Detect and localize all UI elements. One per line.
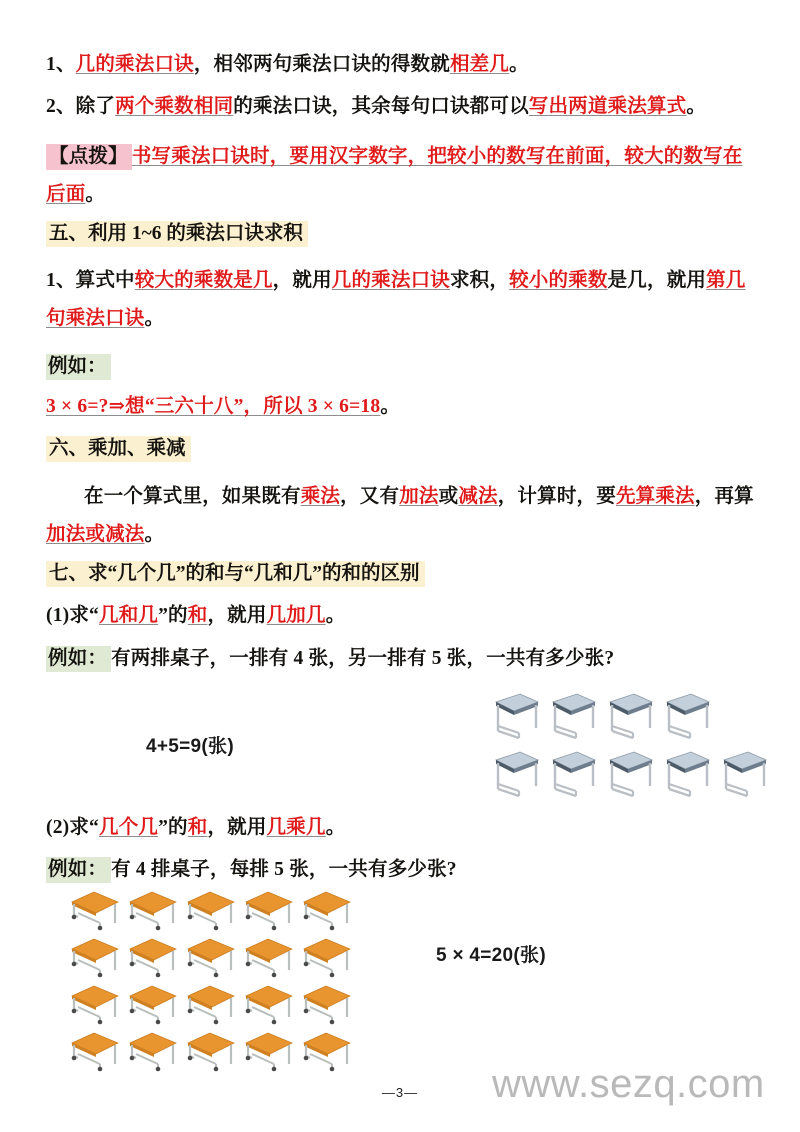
s5-example-label-text: 例如： <box>46 354 111 380</box>
desk-icon <box>657 746 714 798</box>
example-1-text: 有两排桌子，一排有 4 张，另一排有 5 张，一共有多少张? <box>111 648 615 669</box>
watermark: www.sezq.com <box>492 1062 765 1106</box>
orange-desk-row-3 <box>64 982 354 1027</box>
s5-example-formula-text: 3 × 6=?⇒想“三六十八”，所以 3 × 6=18 <box>46 396 381 417</box>
s5-rule-text-d: 求积， <box>449 270 510 291</box>
s6-text-a: 在一个算式里，如果既有 <box>84 486 301 507</box>
desk-icon <box>64 1029 122 1074</box>
desk-icon <box>238 888 296 933</box>
s5-rule-hl-a: 较大的乘数是几 <box>134 270 273 291</box>
s7-sub1-prefix: (1)求“ <box>46 605 99 626</box>
section-6-heading <box>46 434 191 464</box>
desk-icon <box>486 688 543 740</box>
paragraph-item-1 <box>46 50 758 80</box>
s6-hl-j: 加法或减法 <box>46 524 145 545</box>
section-5-heading <box>46 219 308 249</box>
s7-sub2-text-d: ，就用 <box>207 817 267 838</box>
desk-icon <box>180 888 238 933</box>
gray-desk-row-2 <box>486 746 771 798</box>
desk-icon <box>486 746 543 798</box>
s6-hl-b: 乘法 <box>300 486 341 507</box>
s5-rule-number: 1、算式中 <box>46 270 135 291</box>
item2-period: 。 <box>686 96 707 117</box>
item2-text-b: 的乘法口诀，其余每句口诀都可以 <box>233 96 529 117</box>
desk-icon <box>64 935 122 980</box>
orange-desk-row-2 <box>64 935 354 980</box>
desk-icon <box>238 1029 296 1074</box>
item1-number: 1、 <box>46 54 76 75</box>
s6-text-g: ，计算时，要 <box>497 486 616 507</box>
section-5-example-formula <box>46 392 758 422</box>
section-7-sub-1 <box>46 601 758 631</box>
section-5-heading-text: 五、利用 1~6 的乘法口诀求积 <box>46 221 308 247</box>
section-5-example-label <box>46 352 111 382</box>
s7-sub1-hl-c: 和 <box>187 605 208 626</box>
s7-sub1-period: 。 <box>325 605 346 626</box>
item1-highlight-c: 相差几 <box>449 54 510 75</box>
item1-text-b: ，相邻两句乘法口诀的得数就 <box>193 54 450 75</box>
s5-rule-text-f: 是几，就用 <box>607 270 707 291</box>
s7-sub1-text-d: ，就用 <box>207 605 267 626</box>
section-7-heading-text: 七、求“几个几”的和与“几和几”的和的区别 <box>46 561 425 587</box>
section-5-rule <box>46 262 758 338</box>
desk-icon <box>238 982 296 1027</box>
s5-rule-text-b: ，就用 <box>272 270 332 291</box>
item2-highlight-c: 写出两道乘法算式 <box>528 96 687 117</box>
s7-sub1-text-b: ”的 <box>158 605 188 626</box>
s5-rule-hl-e: 较小的乘数 <box>509 270 608 291</box>
orange-desk-illustration <box>64 888 354 1074</box>
example-2-answer: 5 × 4=20(张) <box>436 945 546 966</box>
s7-sub2-hl-e: 几乘几 <box>266 817 326 838</box>
tip-period: 。 <box>85 184 106 205</box>
example-1-label: 例如： <box>46 646 111 672</box>
desk-icon <box>600 688 657 740</box>
desk-icon <box>714 746 771 798</box>
s7-sub1-hl-a: 几和几 <box>99 605 159 626</box>
s6-hl-d: 加法 <box>399 486 439 507</box>
desk-icon <box>543 746 600 798</box>
s7-sub2-text-b: ”的 <box>158 817 188 838</box>
tip-label: 【点拨】 <box>46 144 132 170</box>
desk-icon <box>122 935 180 980</box>
s6-period: 。 <box>144 524 165 545</box>
section-7-heading <box>46 559 425 589</box>
s6-hl-h: 先算乘法 <box>615 486 695 507</box>
example-2-label: 例如： <box>46 857 111 883</box>
s7-sub2-prefix: (2)求“ <box>46 817 99 838</box>
gray-desk-illustration <box>486 688 771 798</box>
page-number: —3— <box>381 1085 419 1100</box>
s7-sub2-hl-c: 和 <box>187 817 208 838</box>
section-6-body <box>46 478 758 554</box>
desk-icon <box>296 1029 354 1074</box>
paragraph-item-2 <box>46 92 758 122</box>
s7-sub1-hl-e: 几加几 <box>266 605 326 626</box>
item1-highlight-a: 几的乘法口诀 <box>75 54 194 75</box>
section-6-heading-text: 六、乘加、乘减 <box>46 436 191 462</box>
desk-icon <box>122 1029 180 1074</box>
desk-icon <box>180 982 238 1027</box>
desk-icon <box>296 982 354 1027</box>
section-7-sub-2 <box>46 813 758 843</box>
desk-icon <box>180 935 238 980</box>
orange-desk-row-4 <box>64 1029 354 1074</box>
desk-icon <box>180 1029 238 1074</box>
s6-text-c: ，又有 <box>340 486 400 507</box>
gray-desk-row-1 <box>486 688 771 740</box>
s7-sub2-period: 。 <box>325 817 346 838</box>
s6-text-i: ，再算 <box>694 486 754 507</box>
desk-icon <box>600 746 657 798</box>
example-1-line <box>46 644 758 674</box>
example-2-text: 有 4 排桌子，每排 5 张，一共有多少张? <box>111 859 457 880</box>
item2-number: 2、除了 <box>46 96 116 117</box>
item2-highlight-a: 两个乘数相同 <box>115 96 234 117</box>
desk-icon <box>543 688 600 740</box>
desk-icon <box>122 888 180 933</box>
s5-rule-period: 。 <box>144 308 165 329</box>
s7-sub2-hl-a: 几个几 <box>99 817 159 838</box>
s5-rule-hl-g: 第几句乘法口诀 <box>46 270 746 329</box>
s6-hl-f: 减法 <box>458 486 498 507</box>
tip-text: 书写乘法口诀时，要用汉字数字，把较小的数写在前面，较大的数写在后面 <box>46 146 743 205</box>
tip-block <box>46 138 758 214</box>
desk-icon <box>64 888 122 933</box>
desk-icon <box>122 982 180 1027</box>
example-2-line <box>46 855 758 885</box>
desk-icon <box>657 688 714 740</box>
desk-icon <box>296 888 354 933</box>
desk-icon <box>296 935 354 980</box>
s6-text-e: 或 <box>438 486 459 507</box>
s5-example-formula-period: 。 <box>380 396 401 417</box>
item1-period: 。 <box>509 54 529 75</box>
s5-rule-hl-c: 几的乘法口诀 <box>331 270 450 291</box>
desk-icon <box>238 935 296 980</box>
desk-icon <box>64 982 122 1027</box>
example-1-answer: 4+5=9(张) <box>146 736 234 757</box>
orange-desk-row-1 <box>64 888 354 933</box>
